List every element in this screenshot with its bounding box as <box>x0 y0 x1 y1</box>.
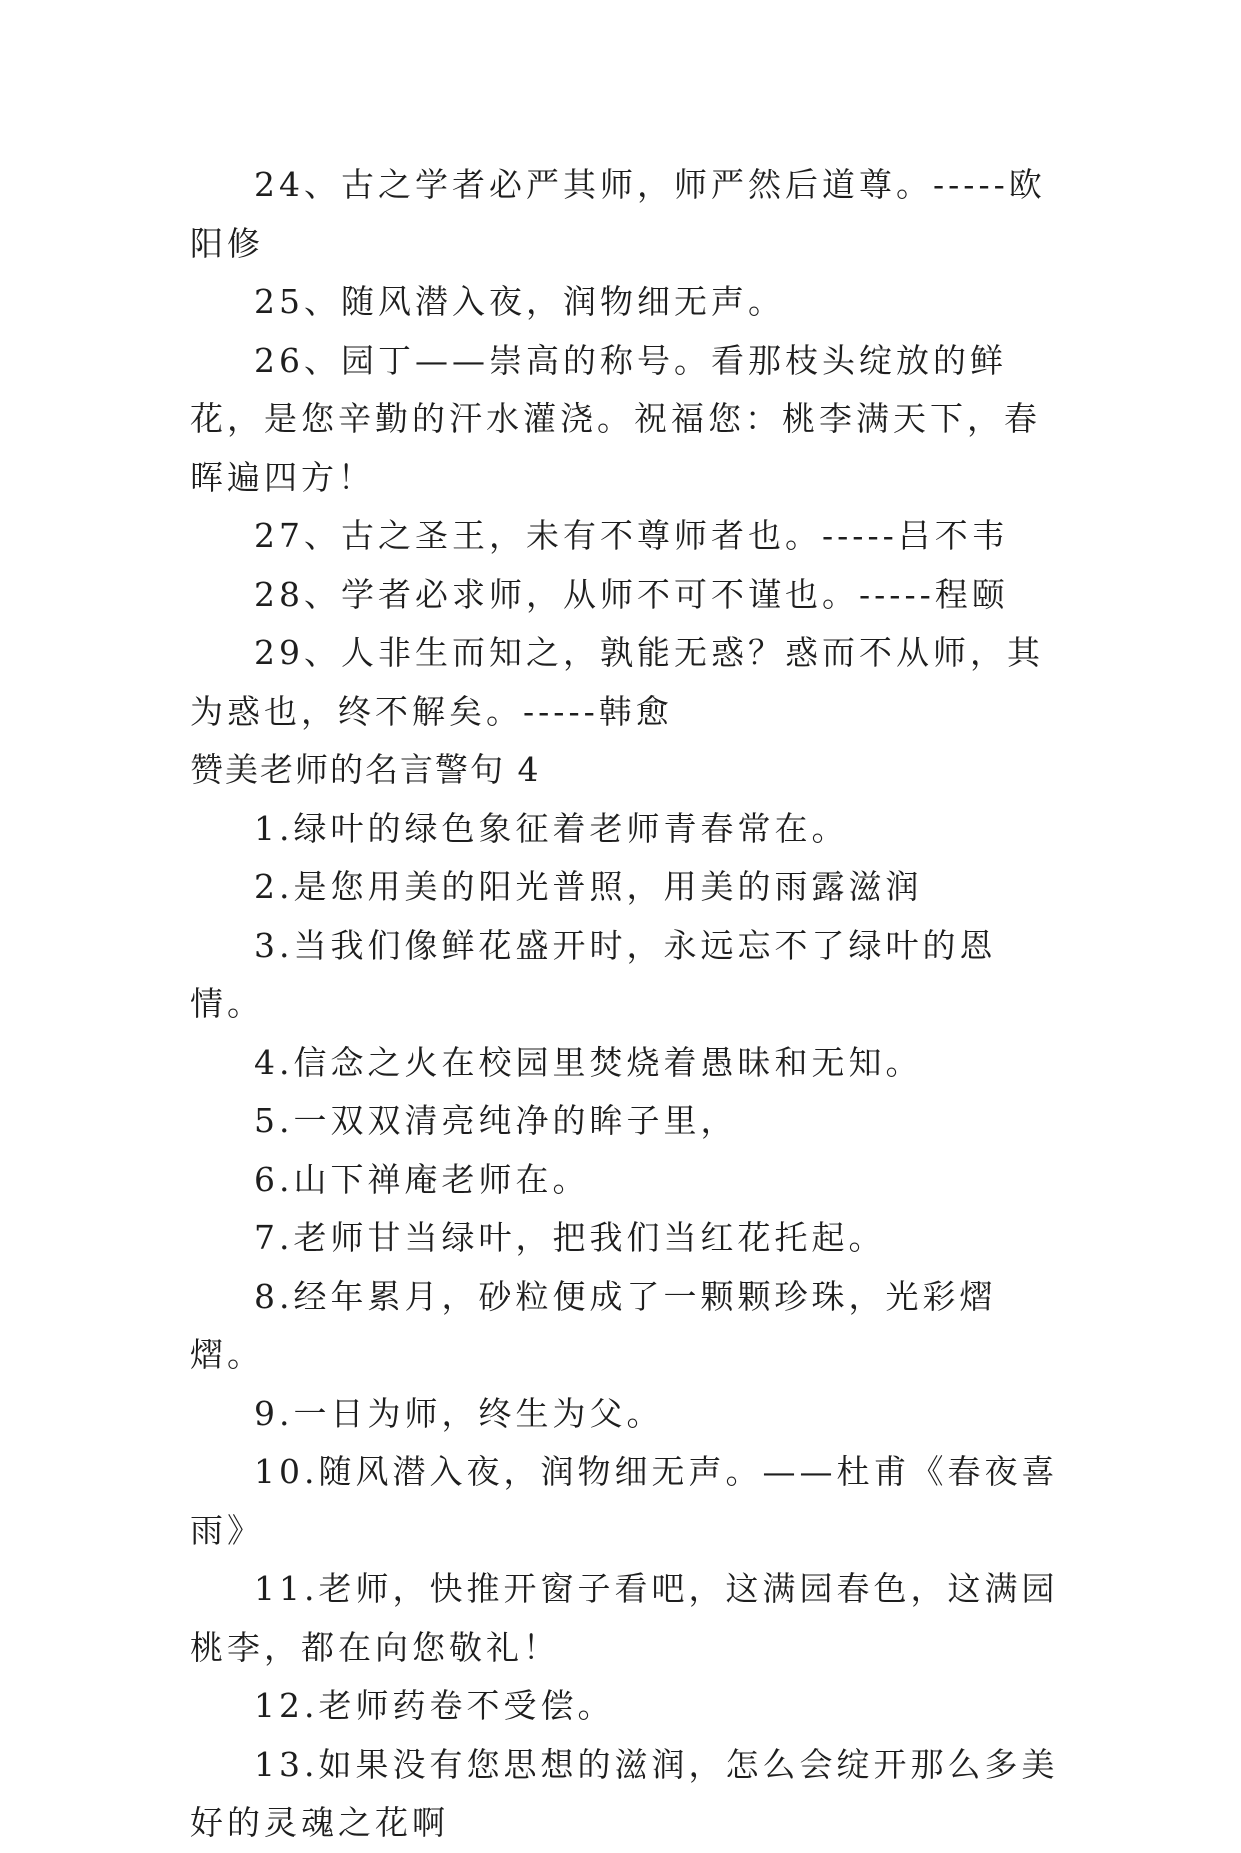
quote-26: 26、园丁——崇高的称号。看那枝头绽放的鲜花，是您辛勤的汗水灌浇。祝福您：桃李满天下，春晖遍四方！ <box>190 340 1041 497</box>
list-item-13: 13.如果没有您思想的滋润，怎么会绽开那么多美好的灵魂之花啊 <box>190 1744 1059 1842</box>
quote-27: 27、古之圣王，未有不尊师者也。-----吕不韦 <box>254 516 1009 555</box>
list-item-7: 7.老师甘当绿叶，把我们当红花托起。 <box>254 1218 886 1257</box>
list-item-8: 8.经年累月，砂粒便成了一颗颗珍珠，光彩熠熠。 <box>190 1276 997 1374</box>
section-heading: 赞美老师的名言警句 4 <box>190 750 541 789</box>
quote-25: 25、随风潜入夜，润物细无声。 <box>254 282 785 321</box>
document-body <box>190 156 1070 1853</box>
quote-24: 24、古之学者必严其师，师严然后道尊。-----欧阳修 <box>190 165 1046 263</box>
list-item-1: 1.绿叶的绿色象征着老师青春常在。 <box>254 808 849 848</box>
list-item-3: 3.当我们像鲜花盛开时，永远忘不了绿叶的恩情。 <box>190 925 997 1023</box>
list-item-11: 11.老师，快推开窗子看吧，这满园春色，这满园桃李，都在向您敬礼！ <box>190 1569 1059 1667</box>
list-item-12: 12.老师药卷不受偿。 <box>254 1686 615 1725</box>
list-item-9: 9.一日为师，终生为父。 <box>254 1393 664 1433</box>
list-item-5: 5.一双双清亮纯净的眸子里， <box>254 1101 738 1140</box>
list-item-6: 6.山下禅庵老师在。 <box>254 1159 590 1199</box>
quote-29: 29、人非生而知之，孰能无惑？惑而不从师，其为惑也，终不解矣。-----韩愈 <box>190 633 1044 731</box>
list-item-10: 10.随风潜入夜，润物细无声。——杜甫《春夜喜雨》 <box>190 1452 1059 1550</box>
quote-28: 28、学者必求师，从师不可不谨也。-----程颐 <box>254 574 1009 614</box>
list-item-2: 2.是您用美的阳光普照，用美的雨露滋润 <box>254 867 923 906</box>
list-item-4: 4.信念之火在校园里焚烧着愚昧和无知。 <box>254 1042 923 1082</box>
